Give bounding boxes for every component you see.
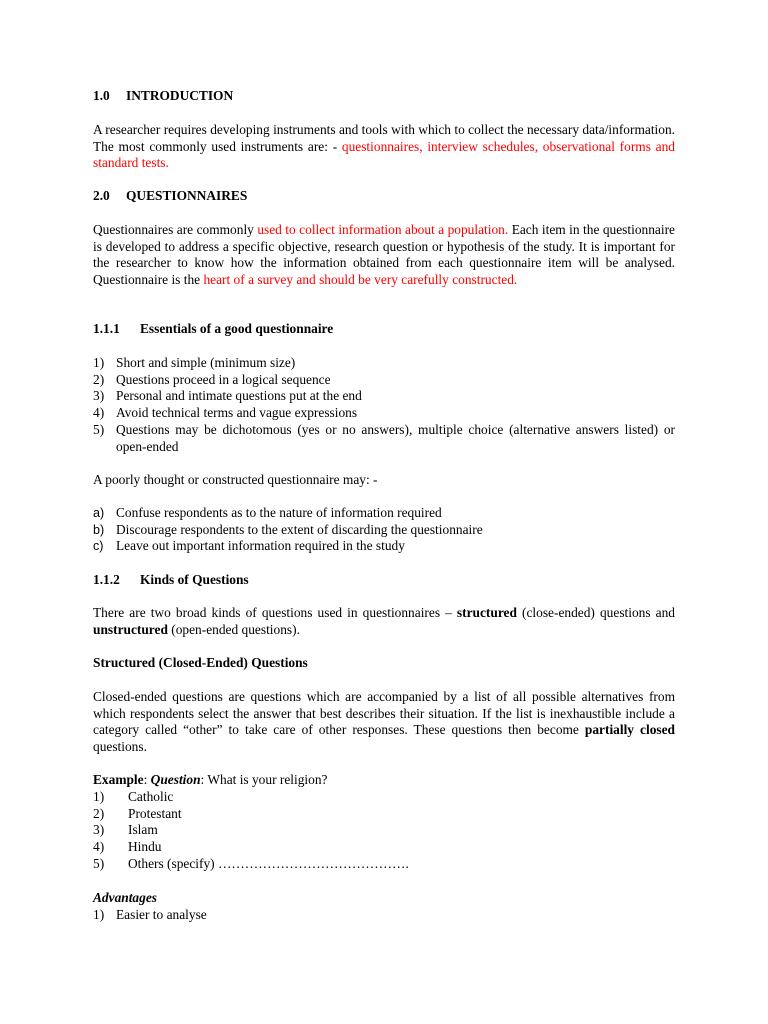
structured-text: Closed-ended questions are questions which are accompanied by a list of all possible alternatives from which respondents select the answer that best describes their situation. If the list is inexhaustible include a category called “other” to take care of other responses. These questions then become [93, 689, 675, 738]
list-text: Questions may be dichotomous (yes or no answers), multiple choice (alternative answers listed) or open-ended [116, 421, 675, 454]
list-text: Hindu [128, 839, 162, 855]
heading-structured: Structured (Closed-Ended) Questions [93, 655, 308, 670]
list-text: Catholic [128, 789, 174, 804]
heading-title: Kinds of Questions [140, 572, 249, 587]
kinds-term-structured: structured [456, 605, 517, 620]
intro-paragraph [93, 122, 675, 172]
kinds-text: There are two broad kinds of questions used in questionnaires – [93, 605, 457, 620]
questionnaires-text-1: Questionnaires are commonly [93, 222, 258, 237]
structured-term: partially closed [584, 722, 675, 738]
heading-title: INTRODUCTION [126, 88, 234, 103]
list-marker: 1) [93, 355, 105, 370]
list-marker: 4) [93, 405, 105, 421]
list-item [93, 505, 675, 522]
list-item [93, 907, 675, 924]
kinds-text: (close-ended) questions and [516, 605, 675, 620]
list-marker: c) [93, 539, 104, 554]
heading-essentials [93, 321, 675, 338]
list-item [93, 856, 675, 873]
heading-kinds [93, 572, 675, 589]
questionnaires-highlight-1: used to collect information about a population. [257, 222, 509, 237]
questionnaires-highlight-2: heart of a survey and should be very carefully constructed. [203, 272, 518, 288]
heading-title: Essentials of a good questionnaire [140, 321, 334, 336]
list-item [93, 422, 675, 455]
list-item [93, 405, 675, 422]
list-text: Others (specify) ……………………………………. [128, 855, 409, 871]
list-item [93, 522, 675, 539]
list-text: Easier to analyse [116, 907, 207, 922]
list-marker: 3) [93, 388, 105, 404]
list-text: Islam [128, 822, 158, 838]
example-colon: : [143, 772, 151, 787]
list-text: Leave out important information required in the study [116, 538, 405, 554]
heading-number: 2.0 [93, 188, 110, 203]
list-text: Avoid technical terms and vague expressions [116, 405, 358, 421]
heading-number: 1.1.1 [93, 321, 120, 336]
list-marker: 4) [93, 839, 105, 855]
intro-text: A researcher requires developing instruments and tools with which to collect the necessary data/information. The most commonly used instruments are: - [93, 122, 675, 154]
questionnaires-paragraph [93, 222, 675, 289]
list-text: Questions proceed in a logical sequence [116, 371, 331, 387]
list-text: Confuse respondents as to the nature of information required [116, 505, 442, 520]
kinds-paragraph [93, 605, 675, 638]
question-label: Question [150, 772, 201, 787]
list-text: Personal and intimate questions put at the end [116, 388, 362, 404]
heading-number: 1.1.2 [93, 572, 120, 587]
essentials-list [93, 355, 675, 455]
list-marker: a) [93, 506, 105, 520]
list-marker: 5) [93, 421, 105, 437]
example-line [93, 772, 675, 789]
list-text: Protestant [128, 805, 182, 821]
religion-options-list [93, 789, 675, 873]
list-item [93, 538, 675, 555]
heading-introduction [93, 88, 675, 105]
list-marker: 3) [93, 822, 105, 838]
intro-highlight: questionnaires, interview schedules, observational forms and standard tests. [93, 138, 675, 171]
structured-text: questions. [93, 739, 147, 755]
list-marker: b) [93, 522, 105, 537]
heading-number: 1.0 [93, 88, 110, 103]
question-text: : What is your religion? [200, 772, 328, 787]
list-item [93, 806, 675, 823]
list-text: Discourage respondents to the extent of discarding the questionnaire [116, 521, 483, 537]
list-marker: 2) [93, 805, 105, 821]
poorly-list [93, 505, 675, 555]
list-item [93, 388, 675, 405]
heading-questionnaires [93, 188, 675, 205]
list-text: Short and simple (minimum size) [116, 355, 296, 370]
list-item [93, 839, 675, 856]
poorly-intro: A poorly thought or constructed questionnaire may: - [93, 472, 378, 487]
list-item [93, 372, 675, 389]
list-marker: 5) [93, 855, 105, 871]
example-label: Example [93, 772, 144, 787]
advantages-list [93, 907, 675, 924]
list-item [93, 789, 675, 806]
list-marker: 2) [93, 371, 105, 387]
heading-advantages: Advantages [93, 890, 157, 905]
questionnaires-text-2: Each item in the questionnaire is developed to address a specific objective, research question or hypothesis of the study. It is important for the researcher to know how the information obtained from each questionnaire item will be analysed. Questionnaire is the [93, 222, 675, 288]
list-marker: 1) [93, 789, 105, 804]
list-item [93, 822, 675, 839]
list-item [93, 355, 675, 372]
structured-paragraph [93, 689, 675, 756]
list-marker: 1) [93, 907, 105, 922]
kinds-term-unstructured: unstructured [93, 621, 168, 637]
heading-title: QUESTIONNAIRES [126, 188, 248, 203]
kinds-text: (open-ended questions). [167, 621, 300, 637]
